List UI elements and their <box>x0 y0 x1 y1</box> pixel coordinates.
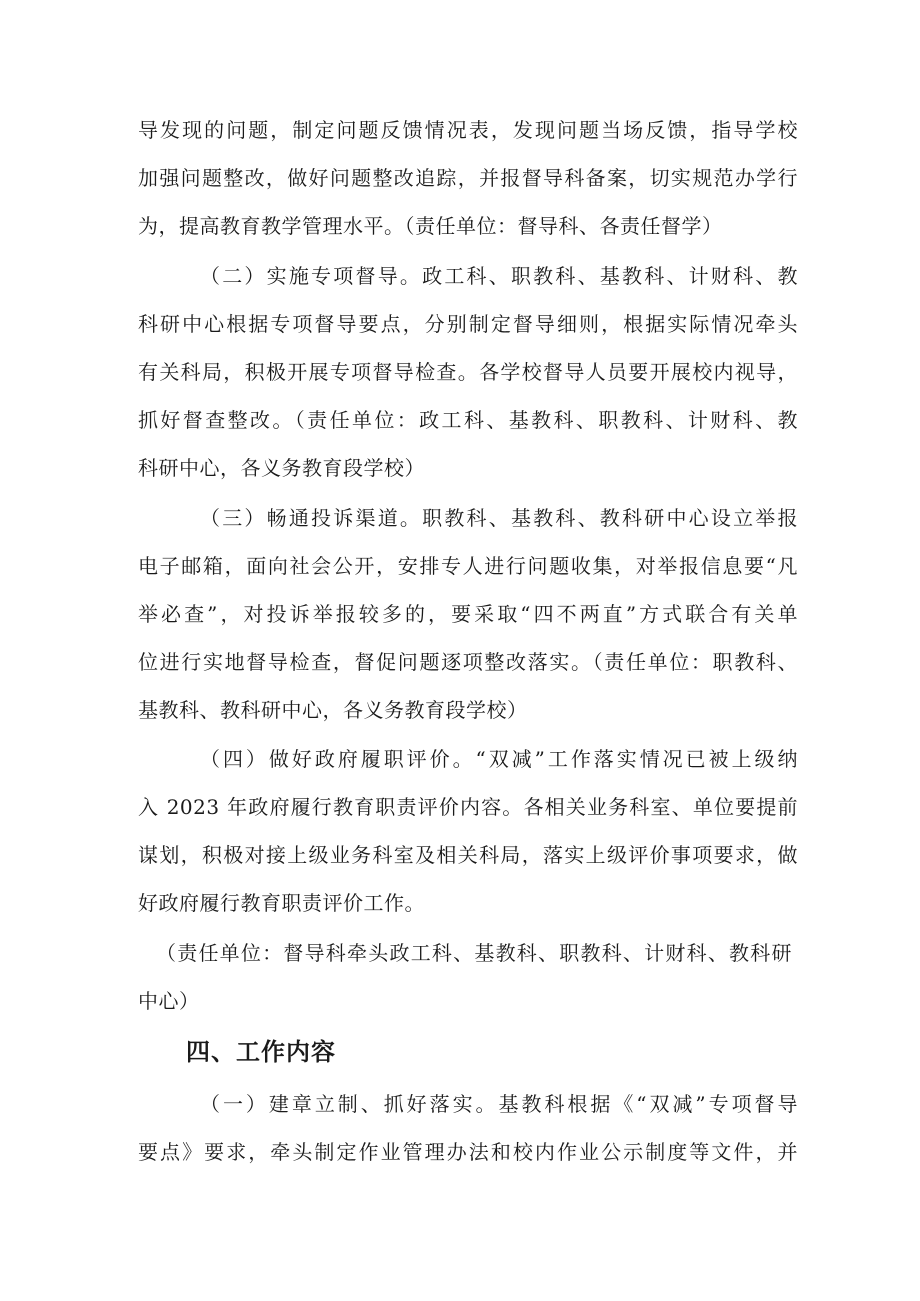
paragraph-line: 为，提高教育教学管理水平。（责任单位：督导科、各责任督学） <box>138 214 723 238</box>
paragraph-line: 加强问题整改，做好问题整改追踪，并报督导科备案，切实规范办学行 <box>138 166 798 190</box>
paragraph-line: 中心） <box>138 989 200 1013</box>
paragraph-line: （三）畅通投诉渠道。职教科、基教科、教科研中心设立举报 <box>200 506 798 530</box>
section-heading: 四、工作内容 <box>186 1038 336 1066</box>
paragraph-line: 科研中心根据专项督导要点，分别制定督导细则，根据实际情况牵头 <box>138 312 798 336</box>
paragraph-line: （一）建章立制、抓好落实。基教科根据《“双减”专项督导 <box>200 1092 798 1116</box>
paragraph-line: 抓好督查整改。（责任单位：政工科、基教科、职教科、计财科、教 <box>138 408 798 432</box>
paragraph-line: 位进行实地督导检查，督促问题逐项整改落实。（责任单位：职教科、 <box>138 650 798 674</box>
paragraph-line: 导发现的问题，制定问题反馈情况表，发现问题当场反馈，指导学校 <box>138 118 798 142</box>
paragraph-line: 电子邮箱，面向社会公开，安排专人进行问题收集，对举报信息要“凡 <box>138 554 798 578</box>
paragraph-line: （四）做好政府履职评价。“双减”工作落实情况已被上级纳 <box>200 747 798 771</box>
paragraph-line: 好政府履行教育职责评价工作。 <box>138 891 425 915</box>
paragraph-line: 要点》要求，牵头制定作业管理办法和校内作业公示制度等文件，并 <box>138 1140 798 1164</box>
paragraph-line: 入 2023 年政府履行教育职责评价内容。各相关业务科室、单位要提前 <box>138 795 798 819</box>
paragraph-line: 基教科、教科研中心，各义务教育段学校） <box>138 698 528 722</box>
paragraph-line: 谋划，积极对接上级业务科室及相关科局，落实上级评价事项要求，做 <box>138 843 798 867</box>
paragraph-line: 举必查”，对投诉举报较多的，要采取“四不两直”方式联合有关单 <box>138 602 798 626</box>
paragraph-line: 有关科局，积极开展专项督导检查。各学校督导人员要开展校内视导， <box>138 360 798 384</box>
paragraph-line: （责任单位：督导科牵头政工科、基教科、职教科、计财科、教科研 <box>156 941 792 965</box>
paragraph-line: （二）实施专项督导。政工科、职教科、基教科、计财科、教 <box>200 264 798 288</box>
paragraph-line: 科研中心，各义务教育段学校） <box>138 456 425 480</box>
